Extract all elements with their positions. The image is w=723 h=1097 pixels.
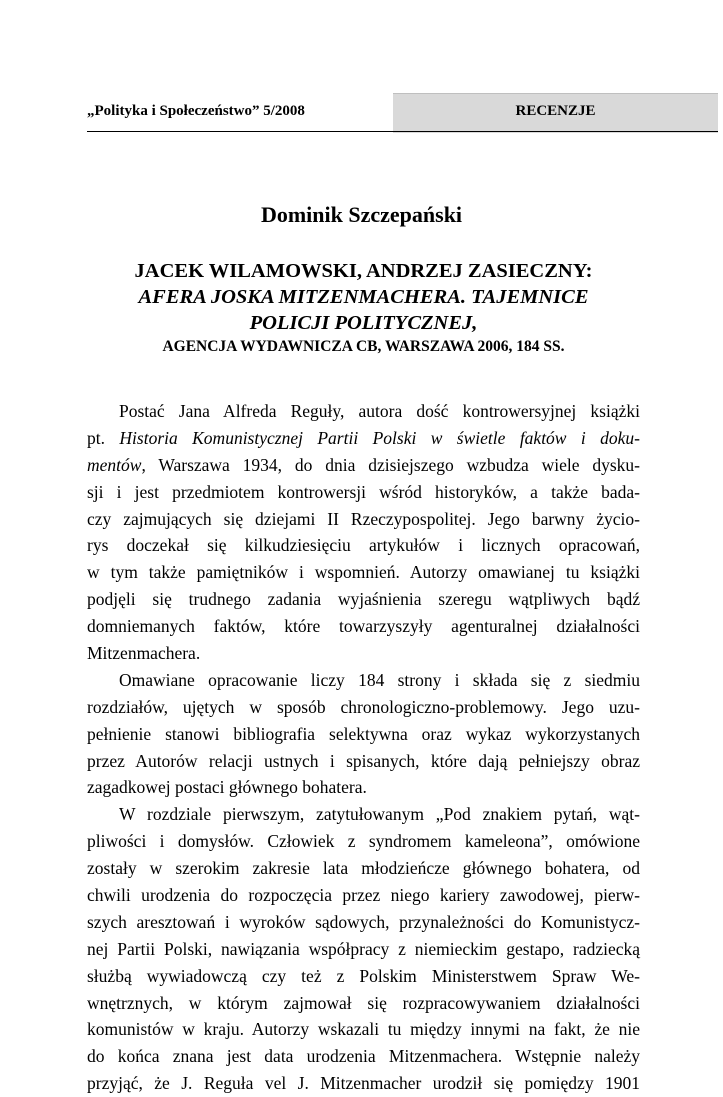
body-line: nej Partii Polski, nawiązania współpracy z niemieckim gestapo, radziecką	[87, 938, 640, 959]
body-line: zostały w szerokim zakresie lata młodzieńcze głównego bohatera, od	[87, 858, 640, 879]
body-line: Mitzenmachera.	[87, 643, 201, 664]
header-divider	[87, 131, 718, 132]
body-line: pełnienie stanowi bibliografia selektywna oraz wykaz wykorzystanych	[87, 723, 640, 744]
body-line: w tym także pamiętników i wspomnień. Autorzy omawianej tu książki	[87, 562, 640, 583]
body-line: Postać Jana Alfreda Reguły, autora dość kontrowersyjnej książki	[119, 401, 640, 421]
body-line: rys doczekał się kilkudziesięciu artykułów i licznych opracowań,	[87, 535, 640, 556]
body-line: do końca znana jest data urodzenia Mitzenmachera. Wstępnie należy	[87, 1046, 640, 1067]
body-line: służbą wywiadowczą czy też z Polskim Ministerstwem Spraw We-	[87, 965, 640, 986]
body-line: szych aresztowań i wyroków sądowych, przynależności do Komunistycz-	[87, 911, 640, 932]
book-title-italic: Historia Komunistycznej Partii Polski w świetle faktów i doku-	[119, 427, 640, 448]
title-line-book-2: POLICJI POLITYCZNEJ,	[249, 312, 478, 334]
body-line: Omawiane opracowanie liczy 184 strony i składa się z siedmiu	[119, 669, 640, 690]
body-line: chwili urodzenia do rozpoczęcia przez niego kariery zawodowej, pierw-	[87, 885, 640, 906]
review-body	[87, 398, 640, 1097]
body-line: zagadkowej postaci głównego bohatera.	[87, 777, 367, 798]
body-line	[87, 425, 640, 452]
body-line: czy zajmujących się dziejami II Rzeczypospolitej. Jego barwny życio-	[87, 508, 640, 529]
title-publication-info: AGENCJA WYDAWNICZA CB, WARSZAWA 2006, 184 SS.	[162, 338, 565, 355]
body-line: wnętrznych, w którym zajmował się rozpracowywaniem działalności	[87, 992, 640, 1013]
body-line: sji i jest przedmiotem kontrowersji wśród historyków, a także bada-	[87, 481, 640, 502]
title-line-book-1: AFERA JOSKA MITZENMACHERA. TAJEMNICE	[138, 286, 589, 308]
body-line: podjęli się trudnego zadania wyjaśnienia szeregu wątpliwych bądź	[87, 589, 640, 610]
review-author: Dominik Szczepański	[260, 202, 463, 227]
section-label-box	[393, 93, 718, 133]
body-line-text: , Warszawa 1934, do dnia dzisiejszego wzbudza wiele dysku-	[141, 454, 640, 475]
body-line: przyjąć, że J. Reguła vel J. Mitzenmacher urodził się pomiędzy 1901	[87, 1073, 640, 1094]
journal-header: „Polityka i Społeczeństwo” 5/2008	[87, 103, 305, 119]
section-label: RECENZJE	[515, 103, 596, 119]
book-title-italic: mentów	[87, 454, 142, 475]
body-line: pliwości i domysłów. Człowiek z syndromem kameleona”, omówione	[87, 831, 640, 852]
body-line: komunistów w kraju. Autorzy wskazali tu między innymi na fakt, że nie	[87, 1019, 640, 1040]
body-line: domniemanych faktów, które towarzyszyły agenturalnej działalności	[87, 616, 640, 637]
body-line: przez Autorów relacji ustnych i spisanych, które dają pełniejszy obraz	[87, 750, 640, 771]
body-line: W rozdziale pierwszym, zatytułowanym „Pod znakiem pytań, wąt-	[119, 804, 640, 825]
reviewed-book-title	[87, 258, 640, 358]
body-line	[87, 452, 640, 479]
body-line-text: pt.	[87, 427, 120, 448]
body-line: rozdziałów, ujętych w sposób chronologiczno-problemowy. Jego uzu-	[87, 696, 640, 717]
title-line-authors: JACEK WILAMOWSKI, ANDRZEJ ZASIECZNY:	[134, 260, 593, 282]
